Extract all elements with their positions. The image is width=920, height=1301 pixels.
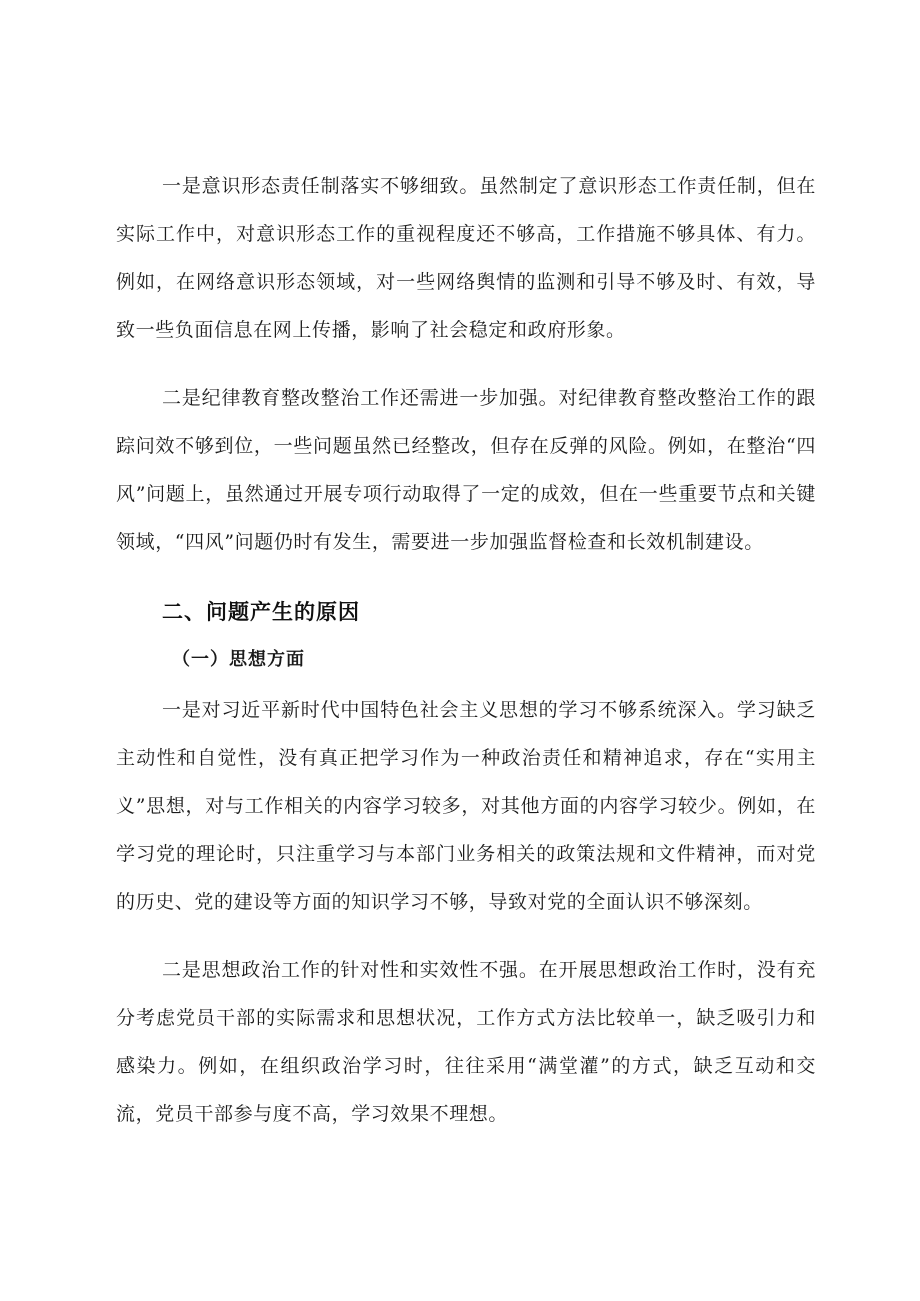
paragraph-political-work: 二是思想政治工作的针对性和实效性不强。在开展思想政治工作时，没有充分考虑党员干部的实际需求和思想状况，工作方式方法比较单一，缺乏吸引力和感染力。例如，在组织政治学习时，往往采用“满堂灌”的方式，缺乏互动和交流，党员干部参与度不高，学习效果不理想。 — [116, 959, 816, 1125]
sub-heading: （一）思想方面 — [172, 649, 305, 670]
document-body — [116, 162, 816, 1158]
paragraph-ideology-responsibility: 一是意识形态责任制落实不够细致。虽然制定了意识形态工作责任制，但在实际工作中，对意识形态工作的重视程度还不够高，工作措施不够具体、有力。例如，在网络意识形态领域，对一些网络舆情的监测和引导不够及时、有效，导致一些负面信息在网上传播，影响了社会稳定和政府形象。 — [116, 175, 816, 341]
paragraph-discipline-rectification: 二是纪律教育整改整治工作还需进一步加强。对纪律教育整改整治工作的跟踪问效不够到位，一些问题虽然已经整改，但存在反弹的风险。例如，在整治“四风”问题上，虽然通过开展专项行动取得了一定的成效，但在一些重要节点和关键领域，“四风”问题仍时有发生，需要进一步加强监督检查和长效机制建设。 — [116, 387, 816, 553]
section-heading: 二、问题产生的原因 — [162, 600, 360, 624]
paragraph-theory-study: 一是对习近平新时代中国特色社会主义思想的学习不够系统深入。学习缺乏主动性和自觉性，没有真正把学习作为一种政治责任和精神追求，存在“实用主义”思想，对与工作相关的内容学习较多，对其他方面的内容学习较少。例如，在学习党的理论时，只注重学习与本部门业务相关的政策法规和文件精神，而对党的历史、党的建设等方面的知识学习不够，导致对党的全面认识不够深刻。 — [116, 699, 816, 913]
